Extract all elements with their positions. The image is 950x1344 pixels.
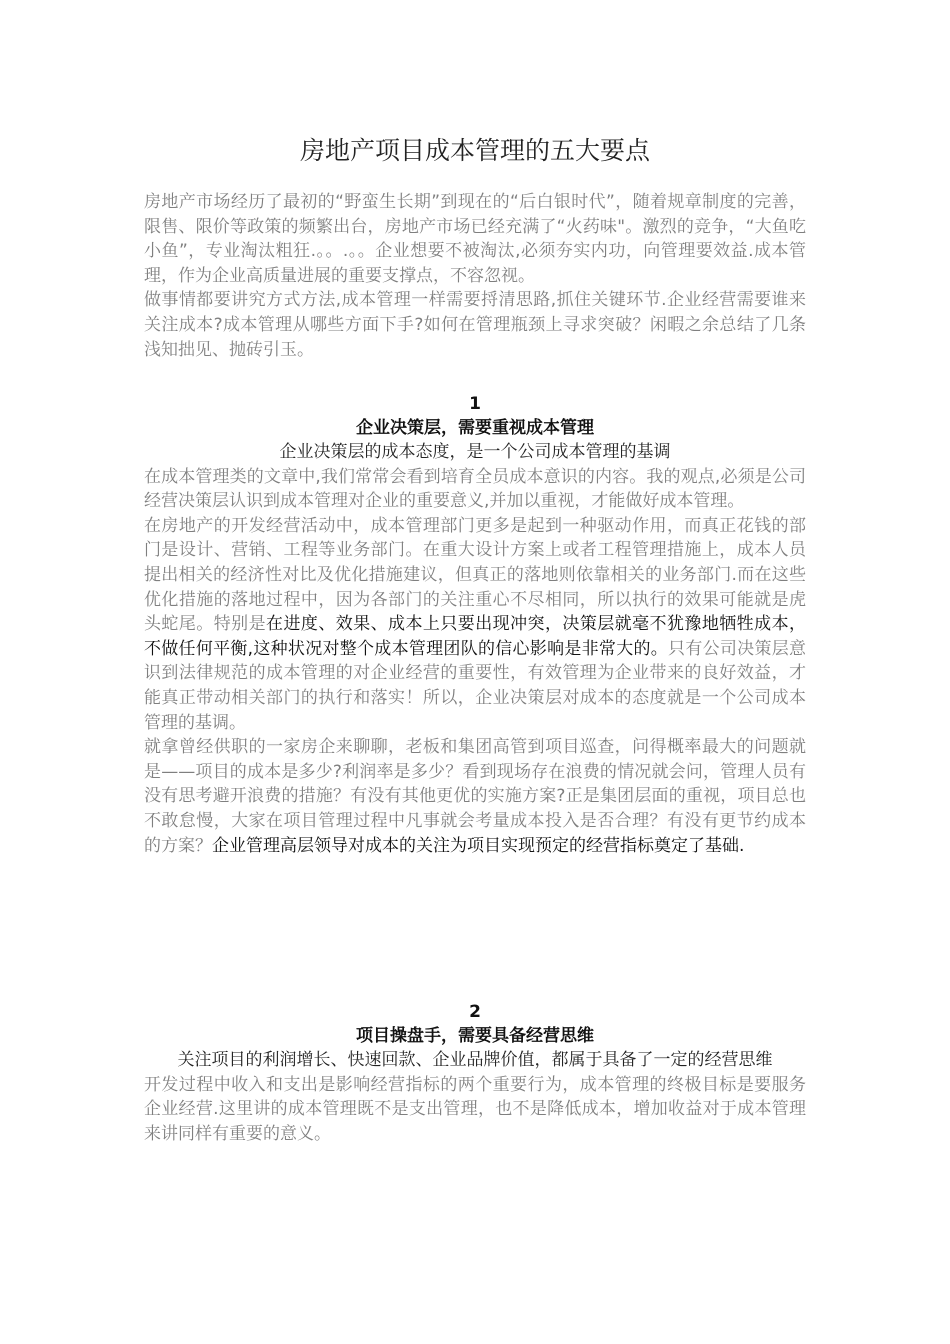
section-1-paragraph-3-emphasis: 企业管理高层领导对成本的关注为项目实现预定的经营指标奠定了基础. (212, 835, 745, 856)
intro-paragraph-2: 做事情都要讲究方式方法,成本管理一样需要捋清思路,抓住关键环节.企业经营需要谁来关注成本?成本管理从哪些方面下手?如何在管理瓶颈上寻求突破？闲暇之余总结了几条浅知拙见、抛砖引玉。 (144, 290, 806, 360)
section-1-number: 1 (469, 394, 481, 414)
intro-paragraph-1: 房地产市场经历了最初的“野蛮生长期”到现在的“后白银时代”，随着规章制度的完善，限售、限价等政策的频繁出台，房地产市场已经充满了“火药味"。激烈的竞争，“大鱼吃小鱼”，专业淘汰粗狂.。。.。。企业想要不被淘汰,必须夯实内功，向管理要效益.成本管理，作为企业高质量进展的重要支撑点，不容忽视。 (144, 192, 806, 286)
section-2-paragraph-1: 开发过程中收入和支出是影响经营指标的两个重要行为，成本管理的终极目标是要服务企业经营.这里讲的成本管理既不是支出管理，也不是降低成本，增加收益对于成本管理来讲同样有重要的意义。 (144, 1074, 806, 1144)
section-1-paragraph-2-part-3: 只有公司决策层意识到法律规范的成本管理的对企业经营的重要性，有效管理为企业带来的良好效益，才能真正带动相关部门的执行和落实！所以，企业决策层对成本的态度就是一个公司成本管理的基调。 (144, 638, 806, 733)
section-2-number: 2 (469, 1002, 481, 1022)
section-2 (144, 1000, 806, 1146)
section-1-paragraph-2-part-1: 在房地产的开发经营活动中，成本管理部门更多是起到一种驱动作用，而真正花钱的部门是设计、营销、工程等业务部门。在重大设计方案上或者工程管理措施上，成本人员提出相关的经济性对比及优化措施建议，但真正的落地则依靠相关的业务部门.而在这些优化措施的落地过程中，因为各部门的关注重心不尽相同，所以执行的效果可能就是虎头蛇尾。特别是 (144, 515, 806, 635)
section-1-paragraph-2 (144, 514, 806, 735)
section-1 (144, 392, 806, 858)
section-2-heading: 项目操盘手，需要具备经营思维 (356, 1026, 594, 1046)
intro-section (144, 190, 806, 362)
section-2-subheading: 关注项目的利润增长、快速回款、企业品牌价值，都属于具备了一定的经营思维 (177, 1050, 773, 1070)
section-1-paragraph-2-emphasis: 在进度、效果、成本上只要出现冲突，决策层就毫不犹豫地牺牲成本，不做任何平衡,这种状况对整个成本管理团队的信心影响是非常大的。 (144, 614, 807, 659)
section-1-subheading: 企业决策层的成本态度，是一个公司成本管理的基调 (279, 442, 671, 462)
section-1-paragraph-3-part-1: 就拿曾经供职的一家房企来聊聊，老板和集团高管到项目巡查，问得概率最大的问题就是——项目的成本是多少?利润率是多少？看到现场存在浪费的情况就会问，管理人员有没有思考避开浪费的措施？有没有其他更优的实施方案?正是集团层面的重视，项目总也不敢怠慢，大家在项目管理过程中凡事就会考量成本投入是否合理？有没有更节约成本的方案？ (144, 737, 806, 856)
section-1-paragraph-1: 在成本管理类的文章中,我们常常会看到培育全员成本意识的内容。我的观点,必须是公司经营决策层认识到成本管理对企业的重要意义,并加以重视，才能做好成本管理。 (144, 466, 806, 512)
section-1-heading: 企业决策层，需要重视成本管理 (356, 418, 594, 438)
document-title: 房地产项目成本管理的五大要点 (299, 136, 650, 165)
section-1-paragraph-3 (144, 735, 806, 858)
